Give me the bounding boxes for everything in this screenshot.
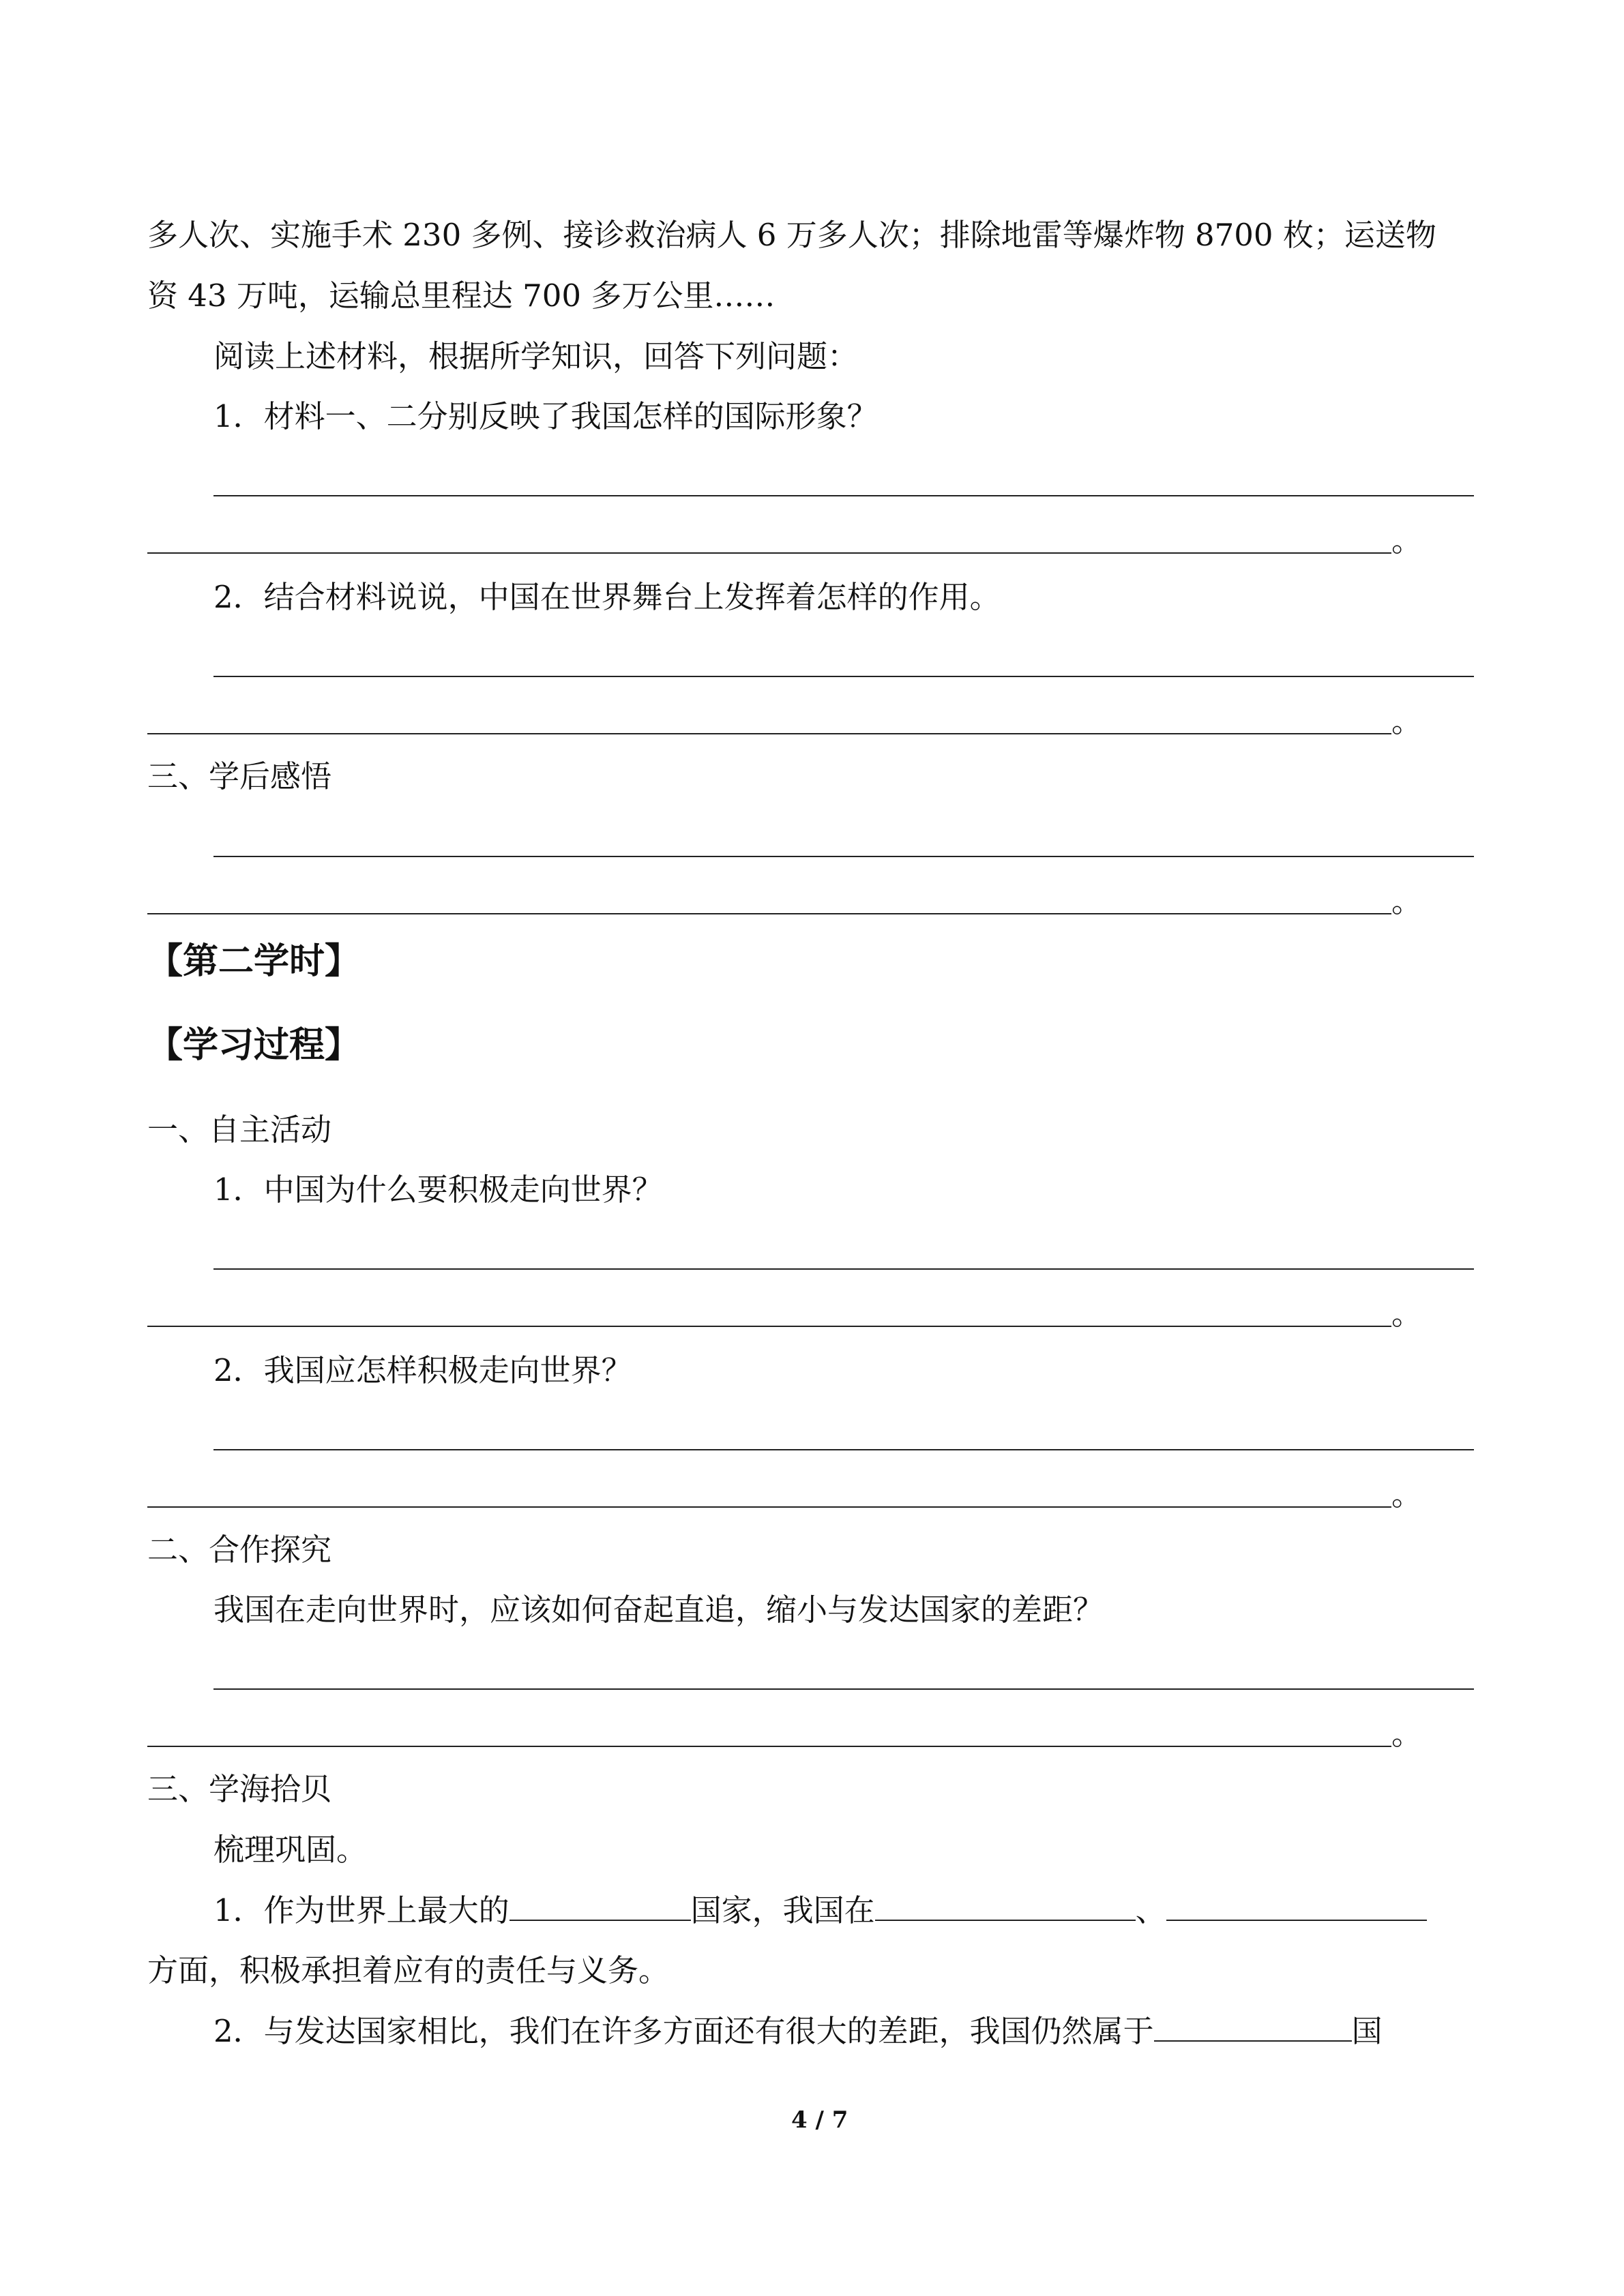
material-text-line-2: 资 43 万吨，运输总里程达 700 多万公里…… [147, 278, 776, 314]
answer-line[interactable] [147, 1326, 1391, 1327]
end-mark: 。 [1391, 703, 1423, 739]
answer-line[interactable] [213, 1268, 1474, 1270]
answer-line[interactable] [147, 1746, 1391, 1747]
review-item-1-continued: 方面，积极承担着应有的责任与义务。 [147, 1952, 670, 1988]
review-intro: 梳理巩固。 [213, 1832, 368, 1868]
review-item-2-text: 2．与发达国家相比，我们在许多方面还有很大的差距，我国仍然属于 [213, 2013, 1154, 2049]
answer-line[interactable] [213, 495, 1474, 496]
answer-line[interactable] [213, 1449, 1474, 1450]
end-mark: 。 [1391, 883, 1423, 919]
question-2: 2．结合材料说说，中国在世界舞台上发挥着怎样的作用。 [213, 579, 1001, 615]
material-text-line-1: 多人次、实施手术 230 多例、接诊救治病人 6 万多人次；排除地雷等爆炸物 8700 枚；运送物 [147, 217, 1436, 253]
fill-blank[interactable] [875, 1919, 1136, 1921]
review-item-1-text: 国家，我国在 [690, 1892, 875, 1928]
question-self-2: 2．我国应怎样积极走向世界？ [213, 1352, 632, 1388]
page-number: 4 / 7 [791, 2106, 848, 2134]
answer-line[interactable] [147, 733, 1391, 734]
review-item-1 [213, 1892, 1427, 1928]
reading-prompt: 阅读上述材料，根据所学知识，回答下列问题： [213, 338, 859, 374]
question-self-1: 1．中国为什么要积极走向世界？ [213, 1172, 663, 1208]
section-heading-cooperation: 二、合作探究 [147, 1532, 332, 1568]
review-item-1-text: 1．作为世界上最大的 [213, 1892, 510, 1928]
section-heading-review: 三、学海拾贝 [147, 1771, 332, 1807]
review-item-2 [213, 2013, 1383, 2049]
fill-blank[interactable] [1154, 2040, 1352, 2042]
question-1: 1．材料一、二分别反映了我国怎样的国际形象？ [213, 398, 878, 434]
cooperation-question: 我国在走向世界时，应该如何奋起直追，缩小与发达国家的差距？ [213, 1592, 1104, 1628]
end-mark: 。 [1391, 1296, 1423, 1332]
answer-line[interactable] [213, 676, 1474, 677]
review-item-2-text: 国 [1351, 2013, 1383, 2049]
answer-line[interactable] [147, 1506, 1391, 1508]
period-heading: 【第二学时】 [147, 941, 361, 982]
review-item-1-text: 、 [1135, 1892, 1166, 1928]
fill-blank[interactable] [510, 1919, 691, 1921]
answer-line[interactable] [213, 856, 1474, 857]
answer-line[interactable] [147, 552, 1391, 554]
end-mark: 。 [1391, 522, 1423, 558]
fill-blank[interactable] [1166, 1919, 1427, 1921]
answer-line[interactable] [147, 913, 1391, 914]
end-mark: 。 [1391, 1476, 1423, 1512]
section-heading-self-activity: 一、自主活动 [147, 1112, 332, 1148]
section-heading-reflection: 三、学后感悟 [147, 758, 332, 794]
answer-line[interactable] [213, 1688, 1474, 1690]
end-mark: 。 [1391, 1716, 1423, 1752]
process-heading: 【学习过程】 [147, 1025, 361, 1066]
